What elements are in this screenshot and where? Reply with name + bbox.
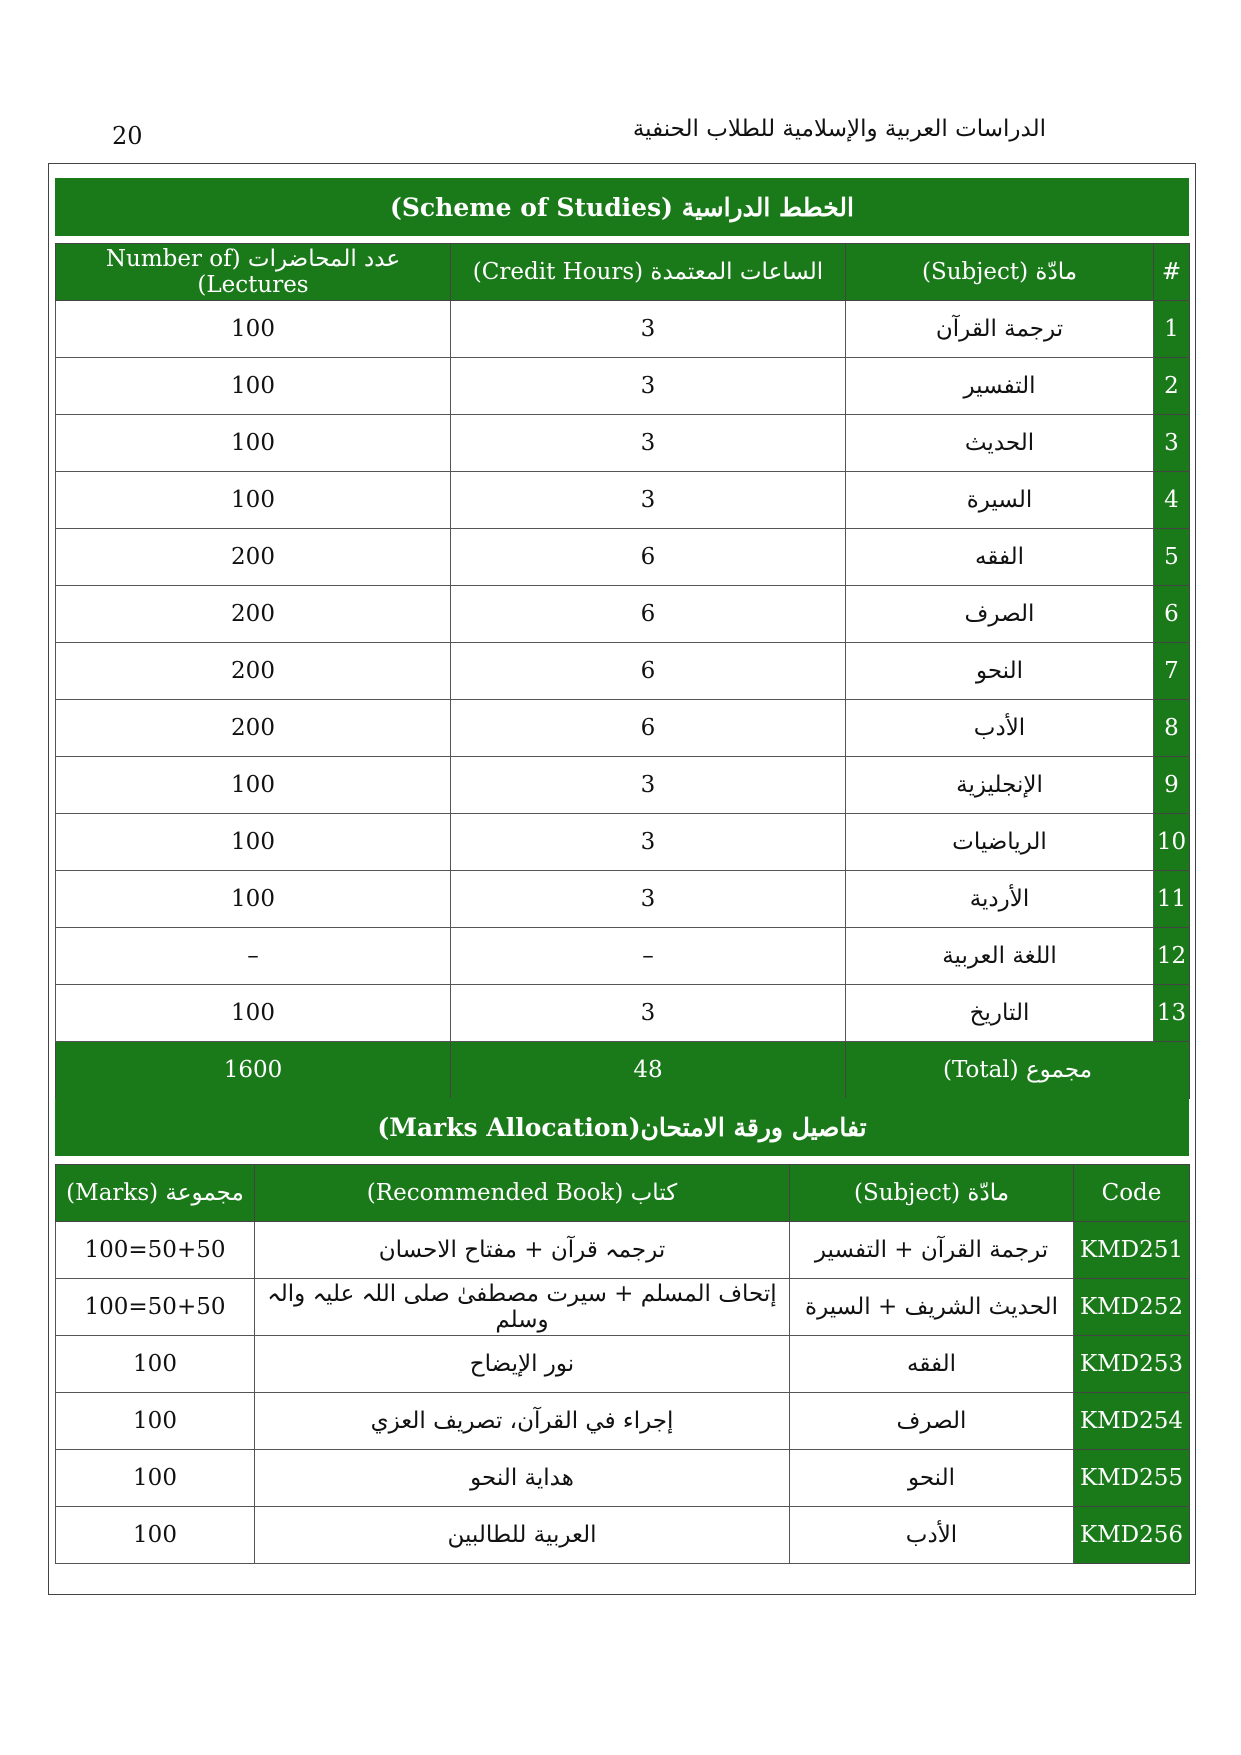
book-header: كتاب (Recommended Book) [255,1165,790,1222]
marks-header: مجموعة (Marks) [56,1165,255,1222]
credit-hours-cell: 3 [451,757,846,814]
subject-cell: الصرف [846,586,1154,643]
page-number: 20 [112,122,143,150]
marks-subject-cell: النحو [790,1450,1074,1507]
row-number-cell: 11 [1154,871,1190,928]
total-credit-hours: 48 [451,1042,846,1099]
book-cell: نور الإيضاح [255,1336,790,1393]
running-header: الدراسات العربية والإسلامية للطلاب الحنفية [632,116,1046,142]
credit-hours-cell: 6 [451,529,846,586]
row-number-cell: 2 [1154,358,1190,415]
marks-cell: 100=50+50 [56,1222,255,1279]
lectures-cell: 200 [56,643,451,700]
book-cell: إتحاف المسلم + سیرت مصطفیٰ صلی اللہ علیہ والہ وسلم [255,1279,790,1336]
marks-subject-cell: الصرف [790,1393,1074,1450]
scheme-row [56,643,1190,700]
scheme-row [56,700,1190,757]
row-number-cell: 4 [1154,472,1190,529]
subject-cell: الإنجليزية [846,757,1154,814]
code-cell: KMD252 [1074,1279,1190,1336]
subject-cell: الرياضيات [846,814,1154,871]
marks-header-row [56,1165,1190,1222]
marks-row [56,1336,1190,1393]
marks-row [56,1507,1190,1564]
lectures-cell: 200 [56,586,451,643]
subject-cell: الأدب [846,700,1154,757]
lectures-cell: 100 [56,415,451,472]
lectures-cell: 100 [56,301,451,358]
marks-subject-cell: الحديث الشريف + السيرة [790,1279,1074,1336]
marks-cell: 100 [56,1336,255,1393]
book-cell: إجراء في القرآن، تصريف العزي [255,1393,790,1450]
subject-header: مادّة (Subject) [846,244,1154,301]
credit-hours-cell: 3 [451,358,846,415]
lectures-cell: 100 [56,472,451,529]
credit-hours-header: الساعات المعتمدة (Credit Hours) [451,244,846,301]
subject-cell: ترجمة القرآن [846,301,1154,358]
row-number-cell: 13 [1154,985,1190,1042]
book-cell: ترجمہ قرآن + مفتاح الاحسان [255,1222,790,1279]
scheme-row [56,358,1190,415]
scheme-row [56,871,1190,928]
marks-row [56,1222,1190,1279]
row-number-cell: 9 [1154,757,1190,814]
scheme-row [56,928,1190,985]
marks-subject-cell: الفقه [790,1336,1074,1393]
total-lectures: 1600 [56,1042,451,1099]
scheme-title-banner [55,178,1189,236]
scheme-row [56,415,1190,472]
scheme-row [56,529,1190,586]
credit-hours-cell: 6 [451,586,846,643]
credit-hours-cell: 3 [451,472,846,529]
marks-row [56,1393,1190,1450]
code-cell: KMD254 [1074,1393,1190,1450]
lectures-cell: 200 [56,529,451,586]
code-header: Code [1074,1165,1190,1222]
lectures-cell: 100 [56,871,451,928]
scheme-row [56,757,1190,814]
scheme-row [56,301,1190,358]
credit-hours-cell: 3 [451,871,846,928]
marks-cell: 100 [56,1450,255,1507]
marks-title-banner [55,1098,1189,1156]
page-frame [48,163,1196,1595]
number-header: # [1154,244,1190,301]
marks-title: تفاصيل ورقة الامتحان(Marks Allocation) [377,1112,867,1142]
scheme-row [56,472,1190,529]
marks-cell: 100 [56,1393,255,1450]
marks-cell: 100=50+50 [56,1279,255,1336]
scheme-table [55,243,1190,1099]
lectures-cell: 100 [56,985,451,1042]
lectures-header: عدد المحاضرات (Number of Lectures) [56,244,451,301]
subject-cell: السيرة [846,472,1154,529]
subject-cell: الحديث [846,415,1154,472]
subject-cell: النحو [846,643,1154,700]
subject-cell: الفقه [846,529,1154,586]
marks-row [56,1279,1190,1336]
marks-row [56,1450,1190,1507]
subject-cell: الأردية [846,871,1154,928]
marks-subject-cell: الأدب [790,1507,1074,1564]
lectures-cell: 200 [56,700,451,757]
lectures-cell: 100 [56,814,451,871]
scheme-row [56,814,1190,871]
lectures-cell: 100 [56,358,451,415]
scheme-row [56,985,1190,1042]
code-cell: KMD255 [1074,1450,1190,1507]
marks-subject-cell: ترجمة القرآن + التفسير [790,1222,1074,1279]
credit-hours-cell: – [451,928,846,985]
subject-cell: التفسير [846,358,1154,415]
scheme-row [56,586,1190,643]
code-cell: KMD251 [1074,1222,1190,1279]
row-number-cell: 3 [1154,415,1190,472]
row-number-cell: 10 [1154,814,1190,871]
row-number-cell: 8 [1154,700,1190,757]
row-number-cell: 6 [1154,586,1190,643]
total-label: مجموع (Total) [846,1042,1190,1099]
subject-cell: التاريخ [846,985,1154,1042]
lectures-cell: – [56,928,451,985]
row-number-cell: 5 [1154,529,1190,586]
book-cell: العربية للطالبين [255,1507,790,1564]
scheme-header-row [56,244,1190,301]
marks-cell: 100 [56,1507,255,1564]
marks-subject-header: مادّة (Subject) [790,1165,1074,1222]
scheme-total-row [56,1042,1190,1099]
lectures-cell: 100 [56,757,451,814]
credit-hours-cell: 3 [451,985,846,1042]
scheme-title: الخطط الدراسية (Scheme of Studies) [390,192,854,222]
code-cell: KMD256 [1074,1507,1190,1564]
credit-hours-cell: 3 [451,415,846,472]
credit-hours-cell: 6 [451,643,846,700]
credit-hours-cell: 3 [451,814,846,871]
book-cell: هداية النحو [255,1450,790,1507]
subject-cell: اللغة العربية [846,928,1154,985]
row-number-cell: 1 [1154,301,1190,358]
credit-hours-cell: 6 [451,700,846,757]
row-number-cell: 7 [1154,643,1190,700]
credit-hours-cell: 3 [451,301,846,358]
row-number-cell: 12 [1154,928,1190,985]
marks-table [55,1164,1190,1564]
code-cell: KMD253 [1074,1336,1190,1393]
